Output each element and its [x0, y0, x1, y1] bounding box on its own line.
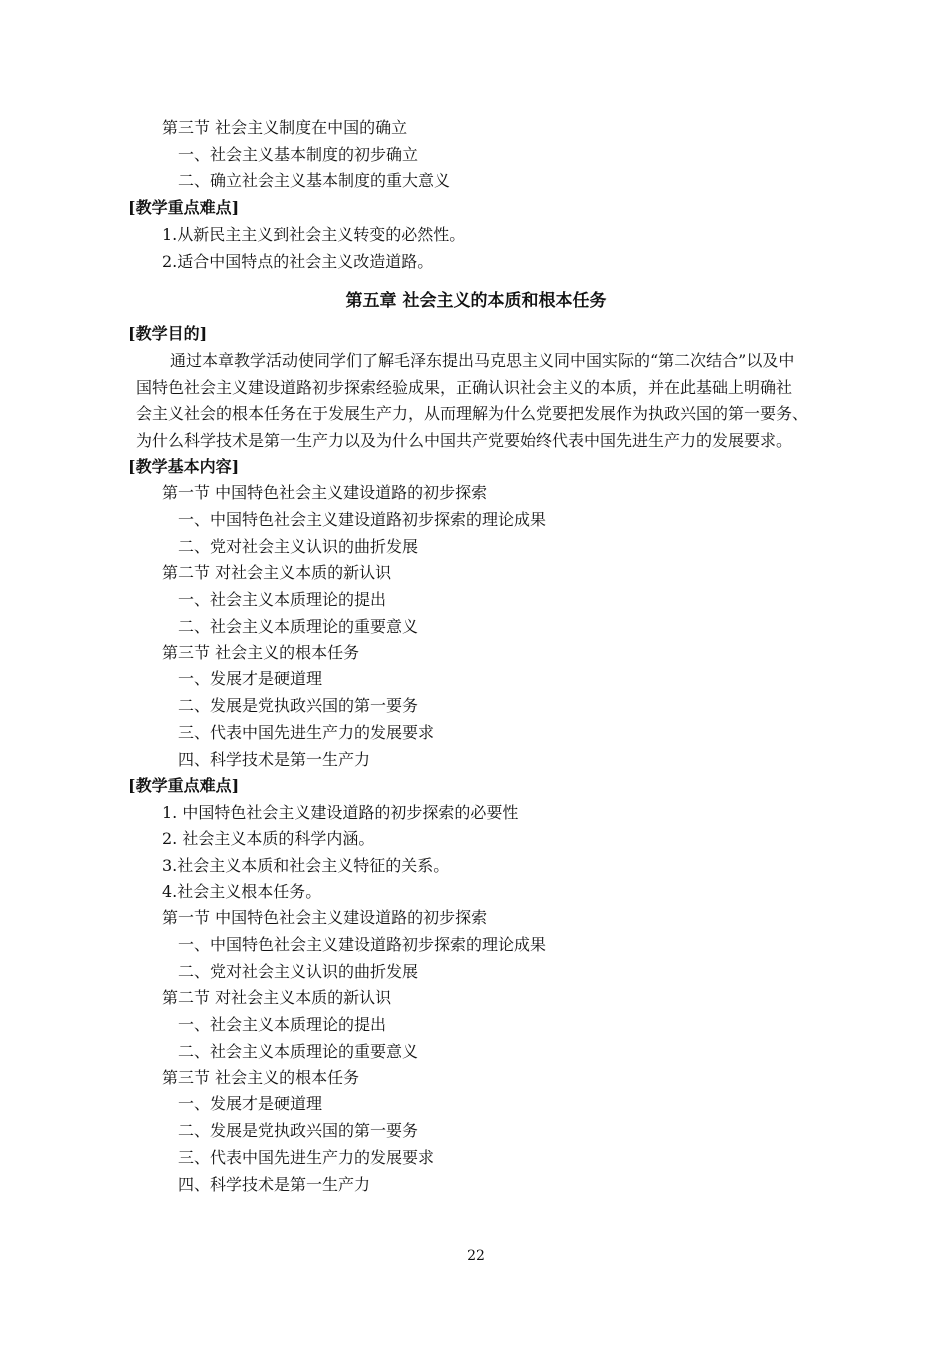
- subsection-item: 二、党对社会主义认识的曲折发展: [178, 537, 419, 556]
- keypoint-item: 1. 中国特色社会主义建设道路的初步探索的必要性: [162, 803, 519, 822]
- subsection-item: 一、发展才是硬道理: [178, 669, 323, 688]
- subsection-item: 二、发展是党执政兴国的第一要务: [178, 1121, 419, 1140]
- section-heading: 第二节 对社会主义本质的新认识: [162, 563, 392, 582]
- subsection-item: 一、中国特色社会主义建设道路初步探索的理论成果: [178, 510, 547, 529]
- subsection-item: 二、发展是党执政兴国的第一要务: [178, 696, 419, 715]
- subsection-item: 一、中国特色社会主义建设道路初步探索的理论成果: [178, 935, 547, 954]
- purpose-line: 通过本章教学活动使同学们了解毛泽东提出马克思主义同中国实际的“第二次结合”以及中: [170, 351, 795, 370]
- page-number: 22: [467, 1248, 485, 1264]
- keypoint-item: 4.社会主义根本任务。: [162, 882, 322, 901]
- keypoint-item: 3.社会主义本质和社会主义特征的关系。: [162, 856, 450, 875]
- key-heading: [教学重点难点]: [128, 776, 240, 795]
- subsection-item: 三、代表中国先进生产力的发展要求: [178, 1148, 435, 1167]
- subsection-item: 一、社会主义本质理论的提出: [178, 1015, 387, 1034]
- section-heading: 第二节 对社会主义本质的新认识: [162, 988, 392, 1007]
- keypoints-heading: [教学重点难点]: [128, 198, 240, 217]
- purpose-paragraph: [136, 348, 826, 454]
- purpose-heading: [教学目的]: [128, 324, 208, 343]
- subsection-item: 二、党对社会主义认识的曲折发展: [178, 962, 419, 981]
- keypoint-item: 2. 社会主义本质的科学内涵。: [162, 829, 375, 848]
- purpose-line: 会主义社会的根本任务在于发展生产力，从而理解为什么党要把发展作为执政兴国的第一要务、: [136, 404, 809, 423]
- subsection-item: 二、社会主义本质理论的重要意义: [178, 617, 419, 636]
- subsection-item: 一、发展才是硬道理: [178, 1094, 323, 1113]
- subsection-item: 四、科学技术是第一生产力: [178, 1175, 371, 1194]
- section-heading: 第三节 社会主义的根本任务: [162, 1068, 360, 1087]
- section-heading: 第一节 中国特色社会主义建设道路的初步探索: [162, 908, 488, 927]
- purpose-line: 为什么科学技术是第一生产力以及为什么中国共产党要始终代表中国先进生产力的发展要求。: [136, 430, 793, 450]
- subsection-item: 四、科学技术是第一生产力: [178, 750, 371, 769]
- subsection-item: 二、社会主义本质理论的重要意义: [178, 1042, 419, 1061]
- section-heading: 第三节 社会主义制度在中国的确立: [162, 118, 408, 137]
- chapter-title: 第五章 社会主义的本质和根本任务: [345, 291, 607, 311]
- purpose-line: 国特色社会主义建设道路初步探索经验成果，正确认识社会主义的本质，并在此基础上明确社: [136, 377, 793, 397]
- subsection-item: 一、社会主义本质理论的提出: [178, 590, 387, 609]
- subsection-item: 二、确立社会主义基本制度的重大意义: [178, 171, 451, 190]
- content-heading: [教学基本内容]: [128, 457, 240, 476]
- section-heading: 第三节 社会主义的根本任务: [162, 643, 360, 662]
- subsection-item: 三、代表中国先进生产力的发展要求: [178, 723, 435, 742]
- keypoint-item: 1.从新民主主义到社会主义转变的必然性。: [162, 225, 466, 244]
- subsection-item: 一、社会主义基本制度的初步确立: [178, 145, 419, 164]
- keypoint-item: 2.适合中国特点的社会主义改造道路。: [162, 252, 434, 271]
- section-heading: 第一节 中国特色社会主义建设道路的初步探索: [162, 483, 488, 502]
